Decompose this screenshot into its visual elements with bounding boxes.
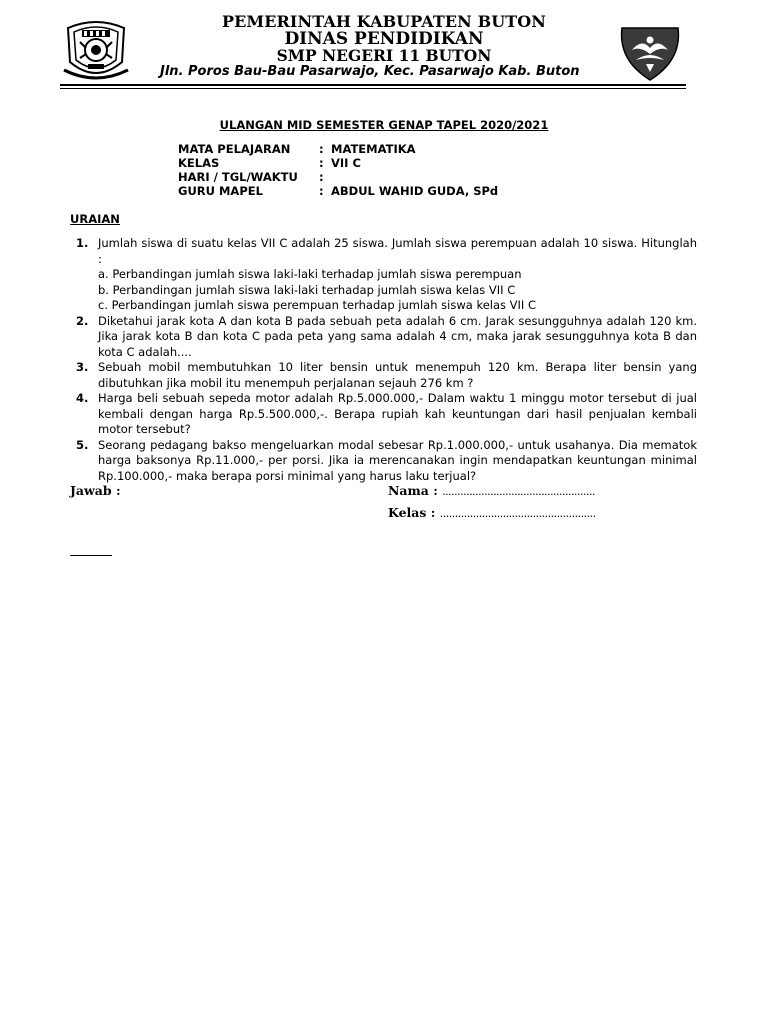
question-text: Diketahui jarak kota A dan kota B pada sebuah peta adalah 6 cm. Jarak sesungguhnya adalah 120 km. Jika jarak kota B dan kota C pada peta yang sama adalah 4 cm, maka jarak sesungguhnya kota B dan kota C adalah.... xyxy=(98,313,697,359)
info-label: GURU MAPEL xyxy=(178,184,263,198)
info-label: HARI / TGL/WAKTU xyxy=(178,170,298,184)
exam-title: ULANGAN MID SEMESTER GENAP TAPEL 2020/2021 xyxy=(219,118,549,132)
header-divider-thin xyxy=(60,88,686,89)
class-blank[interactable]: .................................................... xyxy=(439,507,596,520)
answer-label: Jawab : xyxy=(70,483,121,498)
class-label: Kelas : xyxy=(388,505,436,520)
question-number: 2. xyxy=(76,313,89,328)
info-label: MATA PELAJARAN xyxy=(178,142,291,156)
question-list xyxy=(70,236,697,484)
question-number: 5. xyxy=(76,437,89,452)
question-text: Harga beli sebuah sepeda motor adalah Rp.5.000.000,- Dalam waktu 1 minggu motor tersebut di jual kembali dengan harga Rp.5.500.000,-. Berapa rupiah kah keuntungan dari hasil penjualan kembali motor tersebut? xyxy=(98,391,697,436)
header-school: SMP NEGERI 11 BUTON xyxy=(276,46,492,65)
header-office: DINAS PENDIDIKAN xyxy=(284,29,484,49)
info-colon: : xyxy=(319,170,324,184)
question-item xyxy=(70,391,697,438)
question-text: Sebuah mobil membutuhkan 10 liter bensin untuk menempuh 120 km. Berapa liter bensin yang dibutuhkan jika mobil itu menempuh perjalanan sejauh 276 km ? xyxy=(98,360,697,390)
section-heading: URAIAN xyxy=(70,212,120,226)
question-number: 4. xyxy=(76,391,89,405)
info-colon: : xyxy=(319,142,324,156)
name-field[interactable] xyxy=(388,483,595,498)
info-colon: : xyxy=(319,184,324,198)
info-value: MATEMATIKA xyxy=(331,142,416,156)
name-label: Nama : xyxy=(388,483,438,498)
info-row xyxy=(178,184,578,198)
question-number: 3. xyxy=(76,360,89,374)
info-value: ABDUL WAHID GUDA, SPd xyxy=(331,184,499,198)
question-item xyxy=(70,236,697,314)
exam-info-block xyxy=(178,142,578,198)
info-row xyxy=(178,156,578,170)
footnote-separator xyxy=(70,555,112,556)
question-text: Jumlah siswa di suatu kelas VII C adalah 25 siswa. Jumlah siswa perempuan adalah 10 siswa. Hitunglah : xyxy=(98,236,697,266)
info-label: KELAS xyxy=(178,156,220,170)
info-row xyxy=(178,170,578,184)
header-government: PEMERINTAH KABUPATEN BUTON xyxy=(221,12,547,31)
question-subitem: c. Perbandingan jumlah siswa perempuan terhadap jumlah siswa kelas VII C xyxy=(98,298,536,312)
question-subitem: a. Perbandingan jumlah siswa laki-laki terhadap jumlah siswa perempuan xyxy=(98,267,522,281)
info-colon: : xyxy=(319,156,324,170)
question-subitem: b. Perbandingan jumlah siswa laki-laki terhadap jumlah siswa kelas VII C xyxy=(98,282,516,297)
question-item xyxy=(70,360,697,391)
class-field[interactable] xyxy=(388,505,596,520)
name-blank[interactable]: ................................................... xyxy=(442,485,596,498)
header-address: Jln. Poros Bau-Bau Pasarwajo, Kec. Pasarwajo Kab. Buton xyxy=(160,64,580,79)
header-divider-thick xyxy=(60,84,686,86)
info-row xyxy=(178,142,578,156)
question-item xyxy=(70,438,697,485)
question-number: 1. xyxy=(76,236,89,250)
info-value: VII C xyxy=(331,156,361,170)
question-item xyxy=(70,314,697,361)
question-text: Seorang pedagang bakso mengeluarkan modal sebesar Rp.1.000.000,- untuk usahanya. Dia mematok harga baksonya Rp.11.000,- per porsi. Jika ia merencanakan ingin mendapatkan keuntungan minimal Rp.100.000,- maka berapa porsi minimal yang harus laku terjual? xyxy=(98,437,697,483)
